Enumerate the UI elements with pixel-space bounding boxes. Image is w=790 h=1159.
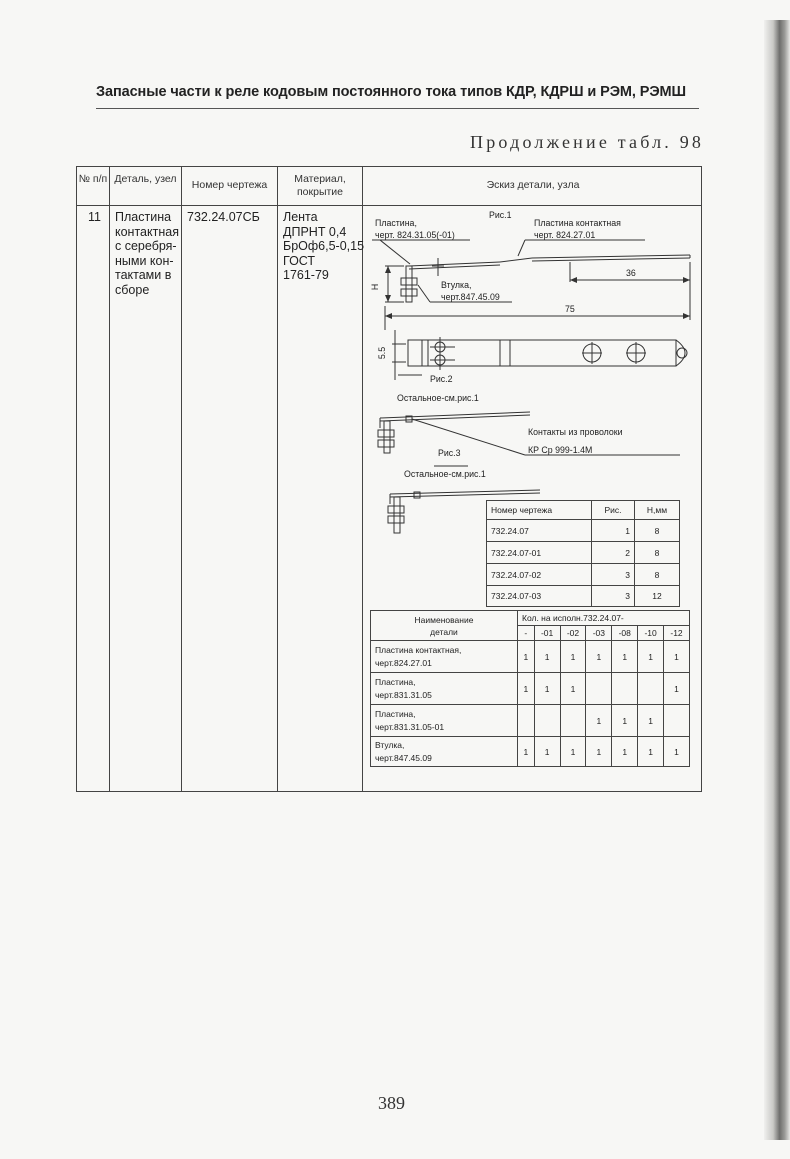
qty-cell	[560, 705, 586, 737]
qty-cell	[586, 673, 612, 705]
qty-variant: -08	[612, 626, 638, 641]
variant-fig: 3	[592, 586, 635, 607]
dim-75: 75	[565, 304, 575, 314]
qty-row-name-line: черт.847.45.09	[375, 752, 432, 763]
page-title: Запасные части к реле кодовым постоянного тока типов КДР, КДРШ и РЭМ, РЭМШ	[96, 84, 687, 100]
row-drawing: 732.24.07СБ	[187, 210, 260, 224]
contact-plate-drawing: черт. 824.27.01	[534, 230, 596, 240]
material-line: ГОСТ	[283, 253, 316, 268]
qty-row-name-line: Пластина,	[375, 708, 416, 719]
qty-row-name	[371, 673, 518, 705]
qty-name-header-line: детали	[430, 626, 458, 637]
row-number: 11	[88, 210, 101, 224]
dim-5-5: 5.5	[377, 346, 388, 360]
fig1-label: Рис.1	[489, 210, 512, 220]
qty-variant: -	[518, 626, 535, 641]
variants-header: Рис.	[592, 501, 635, 520]
header-drawing: Номер чертежа	[191, 179, 268, 191]
variant-drawing: 732.24.07-03	[487, 586, 592, 607]
qty-row-name-line: Пластина контактная,	[375, 644, 462, 655]
variant-fig: 1	[592, 520, 635, 542]
qty-cell: 1	[534, 737, 560, 767]
qty-cell: 1	[638, 641, 664, 673]
qty-cell: 1	[560, 737, 586, 767]
qty-row-name-line: черт.831.31.05-01	[375, 721, 445, 732]
qty-name-header	[371, 611, 518, 641]
page-number: 389	[378, 1093, 405, 1113]
material-line: БрОф6,5-0,15	[283, 239, 365, 253]
quantity-table	[370, 610, 690, 767]
qty-row-name-line: черт.831.31.05	[375, 689, 432, 700]
plate-label: Пластина,	[375, 218, 417, 228]
variant-drawing: 732.24.07	[487, 520, 592, 542]
qty-name-header-line: Наименование	[414, 614, 474, 625]
wire-contacts-label: Контакты из проволоки	[528, 427, 623, 437]
qty-cell: 1	[638, 737, 664, 767]
material-line: 1761-79	[283, 268, 329, 282]
qty-row-name-line: Втулка,	[375, 739, 405, 750]
qty-cell: 1	[586, 737, 612, 767]
variant-fig: 2	[592, 542, 635, 564]
variant-h: 8	[635, 564, 680, 586]
qty-cell: 1	[638, 705, 664, 737]
qty-row-name-line: Пластина,	[375, 676, 416, 687]
variant-h: 8	[635, 542, 680, 564]
qty-cell: 1	[664, 737, 690, 767]
part-line: контактная	[115, 224, 179, 239]
bushing-label: Втулка,	[441, 280, 472, 290]
qty-cell: 1	[534, 641, 560, 673]
continuation-label: Продолжение табл. 98	[470, 132, 705, 152]
qty-cell: 1	[518, 641, 535, 673]
fig2-label: Рис.2	[430, 374, 453, 384]
dim-h: Н	[370, 283, 381, 291]
qty-cell: 1	[560, 641, 586, 673]
part-line: Пластина	[115, 210, 172, 224]
qty-cell: 1	[664, 641, 690, 673]
contact-plate-label: Пластина контактная	[534, 218, 621, 228]
qty-row-name	[371, 737, 518, 767]
part-line: с серебря-	[115, 239, 177, 253]
qty-cell: 1	[612, 641, 638, 673]
qty-cell: 1	[534, 673, 560, 705]
variants-table	[486, 500, 680, 607]
qty-cell	[664, 705, 690, 737]
qty-cell: 1	[518, 673, 535, 705]
qty-variant: -01	[534, 626, 560, 641]
qty-cell: 1	[612, 705, 638, 737]
qty-cell: 1	[612, 737, 638, 767]
header-num: № п/п	[78, 173, 108, 185]
rest-note-2: Остальное-см.рис.1	[404, 469, 486, 479]
qty-variant: -10	[638, 626, 664, 641]
qty-cell: 1	[586, 705, 612, 737]
qty-variant: -02	[560, 626, 586, 641]
qty-row-name-line: черт.824.27.01	[375, 657, 432, 668]
variant-h: 12	[635, 586, 680, 607]
material-line: ДПРНТ 0,4	[283, 224, 347, 239]
material-line: Лента	[283, 210, 318, 224]
variants-header: Н,мм	[635, 501, 680, 520]
qty-cell: 1	[664, 673, 690, 705]
header-sketch: Эскиз детали, узла	[486, 179, 580, 191]
part-line: сборе	[115, 282, 150, 297]
qty-cell: 1	[560, 673, 586, 705]
variant-fig: 3	[592, 564, 635, 586]
dim-36: 36	[626, 268, 636, 278]
bushing-drawing: черт.847.45.09	[441, 292, 500, 302]
qty-cell	[612, 673, 638, 705]
qty-cell	[638, 673, 664, 705]
part-line: ными кон-	[115, 253, 174, 268]
qty-variant: -12	[664, 626, 690, 641]
part-line: тактами в	[115, 268, 172, 282]
variants-header: Номер чертежа	[487, 501, 592, 520]
qty-cell: 1	[518, 737, 535, 767]
header-material: Материал, покрытие	[294, 173, 346, 198]
qty-cell: 1	[586, 641, 612, 673]
variant-h: 8	[635, 520, 680, 542]
plate-drawing: черт. 824.31.05(-01)	[375, 230, 455, 240]
wire-grade: КР Ср 999-1.4М	[528, 445, 593, 455]
qty-cell	[534, 705, 560, 737]
qty-row-name	[371, 641, 518, 673]
variant-drawing: 732.24.07-01	[487, 542, 592, 564]
fig3-label: Рис.3	[438, 448, 461, 458]
rest-note-1: Остальное-см.рис.1	[397, 393, 479, 403]
header-part: Деталь, узел	[114, 173, 177, 185]
qty-header: Кол. на исполн.732.24.07-	[518, 611, 690, 626]
qty-row-name	[371, 705, 518, 737]
qty-variant: -03	[586, 626, 612, 641]
qty-cell	[518, 705, 535, 737]
variant-drawing: 732.24.07-02	[487, 564, 592, 586]
